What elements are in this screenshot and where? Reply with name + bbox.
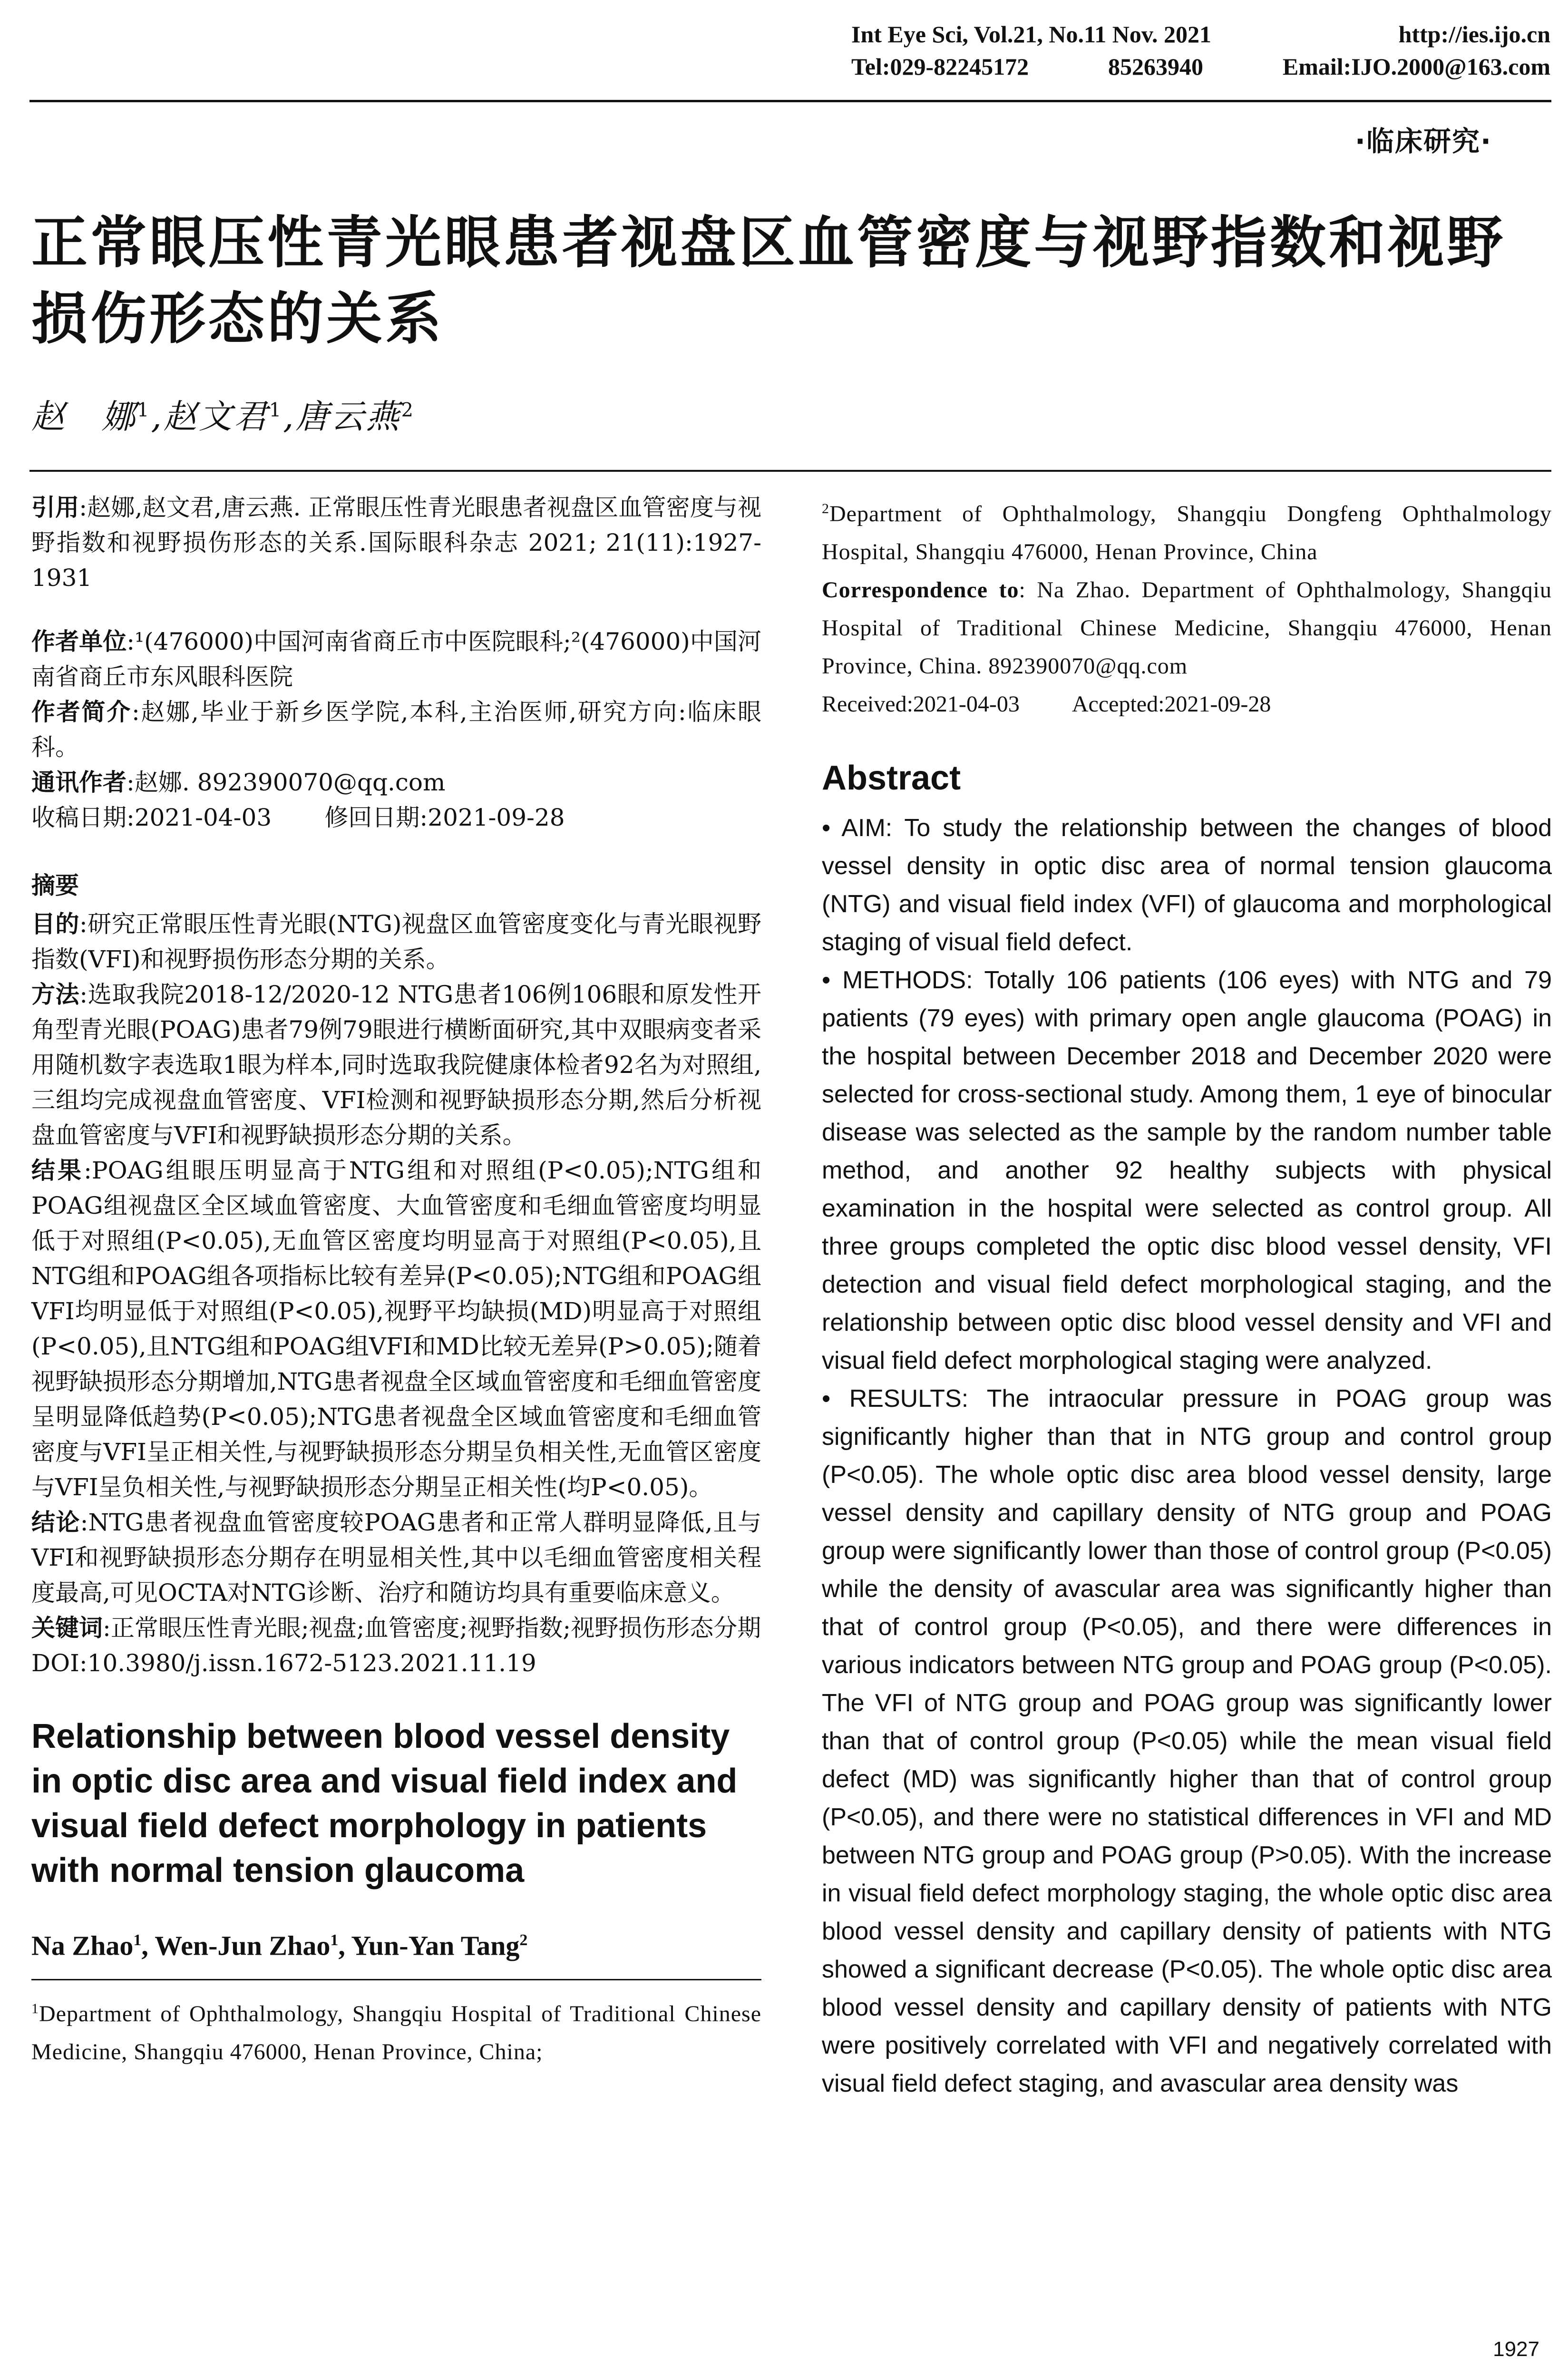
received-date-cn: 收稿日期:2021-04-03 — [31, 804, 272, 831]
author-list-cn: 赵 娜$^1$,赵文君$^1$,唐云燕$^2$ — [31, 397, 415, 436]
author-affiliation-mark: 2 — [401, 399, 415, 421]
correspondence-label-en: Correspondence to — [822, 577, 1019, 603]
author-affiliation-mark: 2 — [519, 1931, 528, 1949]
affiliation-text: :¹(476000)中国河南省商丘市中医院眼科;²(476000)中国河南省商丘市东风眼科医院 — [31, 628, 762, 691]
abstract-methods-en: • METHODS: Totally 106 patients (106 eyes) with NTG and 79 patients (79 eyes) with primary open angle glaucoma (POAG) in the hospital between December 2018 and December 2020 were selected for cross-sectional study. Among them, 1 eye of binocular disease was selected as the sample by the random number table method, and another 92 healthy subjects with physical examination in the hospital were selected as control group. All three groups completed the optic disc blood vessel density, VFI detection and visual field defect morphological staging, and the relationship between optic disc blood vessel density and VFI and visual field defect morphological staging were analyzed. — [822, 966, 1552, 1374]
affiliation-en-2: $^2$Department of Ophthalmology, Shangqiu Dongfeng Ophthalmology Hospital, Shangqiu 476000, Henan Province, China — [822, 501, 1552, 565]
author-affiliation-mark: 1 — [330, 1931, 339, 1949]
journal-header — [851, 19, 1550, 82]
left-column — [31, 490, 761, 2071]
author-name: 唐云燕 — [295, 397, 401, 436]
keywords-text: :正常眼压性青光眼;视盘;血管密度;视野指数;视野损伤形态分期 — [103, 1614, 761, 1642]
author-name: 赵文君 — [163, 397, 269, 436]
abstract-heading-cn: 摘要 — [31, 872, 79, 899]
correspondence-label: 通讯作者 — [31, 769, 127, 796]
journal-tel-2: 85263940 — [1108, 53, 1203, 80]
article-title-cn: 正常眼压性青光眼患者视盘区血管密度与视野指数和视野损伤形态的关系 — [31, 210, 1506, 351]
author-affiliation-mark: 1 — [269, 399, 283, 421]
citation-label: 引用 — [31, 494, 79, 521]
affiliation-label: 作者单位 — [31, 628, 127, 655]
abstract-conclusion-cn — [31, 1505, 761, 1610]
bio-label: 作者简介 — [31, 698, 132, 726]
results-label: 结果 — [31, 1157, 84, 1184]
author-name-en: Wen-Jun Zhao — [155, 1930, 331, 1961]
citation-block — [31, 490, 761, 595]
correspondence-text: :赵娜. 892390070@qq.com — [127, 769, 446, 796]
conclusion-text: :NTG患者视盘血管密度较POAG患者和正常人群明显降低,且与VFI和视野缺损形态分期存在明显相关性,其中以毛细血管密度相关程度最高,可见OCTA对NTG诊断、治疗和随访均具有重要临床意义。 — [31, 1509, 761, 1607]
correspondence-block-cn — [31, 765, 761, 800]
aim-label: 目的 — [31, 910, 79, 938]
dates-cn — [31, 800, 761, 835]
article-title-en: Relationship between blood vessel density in optic disc area and visual field index and visual field defect morphology in patients with normal tension glaucoma — [31, 1717, 738, 1890]
abstract-results-cn — [31, 1153, 761, 1505]
methods-text: :选取我院2018-12/2020-12 NTG患者106例106眼和原发性开角型青光眼(POAG)患者79例79眼进行横断面研究,其中双眼病变者采用随机数字表选取1眼为样本,同时选取我院健康体检者92名为对照组,三组均完成视盘血管密度、VFI检测和视野缺损形态分期,然后分析视盘血管密度与VFI和视野缺损形态分期的关系。 — [31, 981, 761, 1149]
abstract-results-en: • RESULTS: The intraocular pressure in POAG group was significantly higher than that in NTG group and control group (P<0.05). The whole optic disc area blood vessel density, large vessel density and capillary density of NTG group and POAG group were significantly lower than those of control group (P<0.05) while the density of avascular area was significantly higher than that of control group (P<0.05), and there were differences in various indicators between NTG group and POAG group (P<0.05). The VFI of NTG group and POAG group was significantly lower than that of control group (P<0.05) while the mean visual field defect (MD) was significantly higher than that of control group (P<0.05), and there were no statistical differences in VFI and MD between NTG group and POAG group (P>0.05). With the increase in visual field defect morphology staging, the whole optic disc area blood vessel density and capillary density of patients with NTG showed a significant decrease (P<0.05). The whole optic disc area blood vessel density and capillary density of patients with NTG were positively correlated with VFI and negatively correlated with visual field defect staging, and avascular area density was — [822, 1385, 1552, 2097]
affiliation-en-1: Department of Ophthalmology, Shangqiu Hospital of Traditional Chinese Medicine, Shangqiu 476000, Henan Province, China; — [31, 2001, 761, 2065]
affiliation-en-1-start: $^1$Department of Ophthalmology, Shangqiu Hospital of Traditional Chinese Medicine, Shangqiu 476000, Henan Province, China; — [31, 2001, 761, 2065]
bio-text: :赵娜,毕业于新乡医学院,本科,主治医师,研究方向:临床眼科。 — [31, 698, 762, 761]
abstract-methods-cn — [31, 977, 761, 1153]
keywords-cn — [31, 1610, 761, 1646]
conclusion-label: 结论 — [31, 1509, 80, 1536]
aim-text: :研究正常眼压性青光眼(NTG)视盘区血管密度变化与青光眼视野指数(VFI)和视野损伤形态分期的关系。 — [31, 910, 762, 973]
journal-header-line-2 — [851, 51, 1550, 82]
right-column — [822, 490, 1552, 2103]
section-rule — [29, 470, 1551, 472]
footnote-rule — [31, 1979, 761, 1980]
abstract-heading-en: Abstract — [822, 759, 961, 797]
header-rule — [29, 100, 1551, 102]
citation-text: :赵娜,赵文君,唐云燕. 正常眼压性青光眼患者视盘区血管密度与视野指数和视野损伤形态的关系.国际眼科杂志 2021; 21(11):1927-1931 — [31, 494, 762, 592]
correspondence-text-en: : Na Zhao. Department of Ophthalmology, Shangqiu Hospital of Traditional Chinese Medicine, Shangqiu 476000, Henan Province, China. 892390070@qq.com — [822, 577, 1552, 679]
keywords-label: 关键词 — [31, 1614, 103, 1642]
author-name-en: Yun-Yan Tang — [351, 1930, 520, 1961]
received-date-en: Received:2021-04-03 — [822, 692, 1020, 717]
correspondence-en — [822, 571, 1552, 685]
bio-block — [31, 694, 761, 765]
journal-header-line-1 — [851, 19, 1550, 49]
accepted-date-en: Accepted:2021-09-28 — [1071, 692, 1271, 717]
author-name: 赵 娜 — [31, 397, 137, 436]
journal-citation: Int Eye Sci, Vol.21, No.11 Nov. 2021 — [851, 21, 1212, 48]
methods-label: 方法 — [31, 981, 80, 1008]
author-list-en: Na Zhao$^1$, Wen-Jun Zhao$^1$, Yun-Yan Tang$^2$ — [31, 1930, 528, 1961]
dates-en — [822, 685, 1552, 723]
author-name-en: Na Zhao — [31, 1930, 134, 1961]
author-affiliation-mark: 1 — [137, 399, 151, 421]
doi[interactable]: DOI:10.3980/j.issn.1672-5123.2021.11.19 — [31, 1649, 536, 1677]
revised-date-cn: 修回日期:2021-09-28 — [324, 804, 565, 831]
journal-tel: Tel:029-82245172 — [851, 53, 1029, 80]
journal-email[interactable]: Email:IJO.2000@163.com — [1282, 53, 1550, 80]
section-label: ·临床研究· — [1354, 125, 1492, 157]
author-affiliation-mark: 1 — [133, 1931, 142, 1949]
abstract-aim-cn — [31, 906, 761, 977]
page-number: 1927 — [1493, 2338, 1539, 2361]
abstract-aim-en: • AIM: To study the relationship between the changes of blood vessel density in optic disc area of normal tension glaucoma (NTG) and visual field index (VFI) of glaucoma and morphological staging of visual field defect. — [822, 814, 1552, 956]
results-text: :POAG组眼压明显高于NTG组和对照组(P<0.05);NTG组和POAG组视盘区全区域血管密度、大血管密度和毛细血管密度均明显低于对照组(P<0.05),无血管区密度均明显高于对照组(P<0.05),且NTG组和POAG组各项指标比较有差异(P<0.05);NTG组和POAG组VFI均明显低于对照组(P<0.05),视野平均缺损(MD)明显高于对照组(P<0.05),且NTG组和POAG组VFI和MD比较无差异(P>0.05);随着视野缺损形态分期增加,NTG患者视盘全区域血管密度和毛细血管密度呈明显降低趋势(P<0.05);NTG患者视盘全区域血管密度和毛细血管密度与VFI呈正相关性,与视野缺损形态分期呈负相关性,无血管区密度与VFI呈负相关性,与视野缺损形态分期呈正相关性(均P<0.05)。 — [31, 1157, 761, 1501]
journal-url[interactable]: http://ies.ijo.cn — [1398, 21, 1550, 48]
affiliation-block — [31, 624, 761, 694]
